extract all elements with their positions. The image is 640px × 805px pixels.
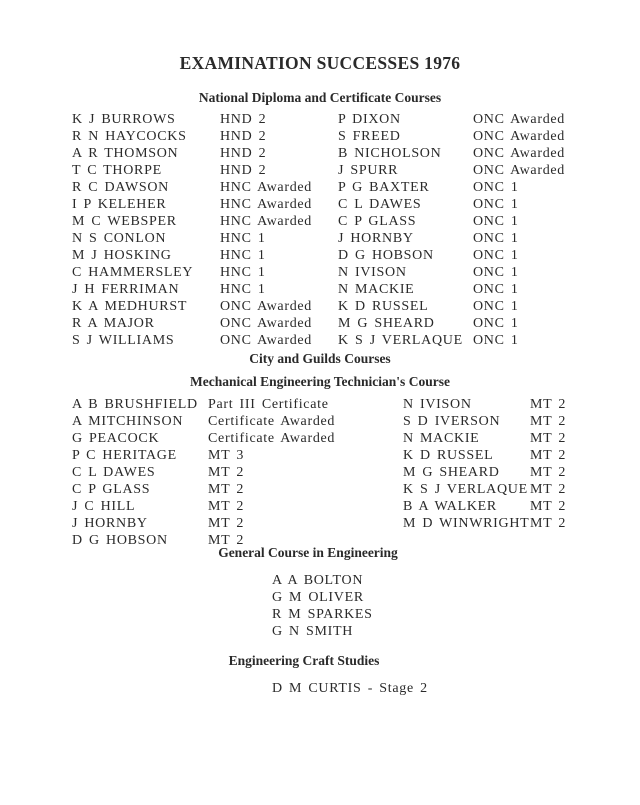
student-name: K J BURROWS: [72, 112, 176, 127]
section-heading-craft: Engineering Craft Studies: [228, 653, 380, 668]
student-name: J C HILL: [72, 499, 136, 514]
student-name: K D RUSSEL: [338, 299, 429, 314]
award: ONC Awarded: [473, 112, 566, 127]
award: ONC 1: [473, 231, 519, 246]
award: MT 2: [530, 414, 567, 429]
award: HNC Awarded: [220, 180, 313, 195]
award: HNC Awarded: [220, 214, 313, 229]
student-name: D G HOBSON: [338, 248, 434, 263]
award: ONC Awarded: [220, 316, 313, 331]
award: HNC 1: [220, 248, 266, 263]
student-name: N IVISON: [338, 265, 407, 280]
student-name: K D RUSSEL: [403, 448, 494, 463]
student-name: J H FERRIMAN: [72, 282, 180, 297]
student-name: C HAMMERSLEY: [72, 265, 194, 280]
award: HNC 1: [220, 265, 266, 280]
student-name: C P GLASS: [338, 214, 417, 229]
award: ONC 1: [473, 282, 519, 297]
student-name: P C HERITAGE: [72, 448, 177, 463]
award: ONC Awarded: [220, 299, 313, 314]
student-name: M G SHEARD: [403, 465, 500, 480]
student-name: K S J VERLAQUE: [403, 482, 528, 497]
award: MT 2: [208, 533, 245, 548]
student-name: N S CONLON: [72, 231, 167, 246]
award: ONC 1: [473, 299, 519, 314]
award: ONC 1: [473, 214, 519, 229]
award: HND 2: [220, 112, 267, 127]
student-name: N IVISON: [403, 397, 472, 412]
award: ONC 1: [473, 248, 519, 263]
award: HNC 1: [220, 282, 266, 297]
award: MT 2: [208, 465, 245, 480]
student-name: A B BRUSHFIELD: [72, 397, 198, 412]
award: Certificate Awarded: [208, 431, 336, 446]
student-name: A MITCHINSON: [72, 414, 184, 429]
student-name: K A MEDHURST: [72, 299, 188, 314]
student-name: B A WALKER: [403, 499, 497, 514]
award: MT 3: [208, 448, 245, 463]
craft-entry: D M CURTIS - Stage 2: [272, 681, 428, 696]
student-name: P DIXON: [338, 112, 401, 127]
award: ONC 1: [473, 180, 519, 195]
student-name: R C DAWSON: [72, 180, 169, 195]
award: ONC Awarded: [220, 333, 313, 348]
student-name: J SPURR: [338, 163, 399, 178]
award: HND 2: [220, 146, 267, 161]
student-name: A R THOMSON: [72, 146, 179, 161]
award: HND 2: [220, 163, 267, 178]
award: HNC 1: [220, 231, 266, 246]
award: HNC Awarded: [220, 197, 313, 212]
award: Part III Certificate: [208, 397, 329, 412]
award: ONC Awarded: [473, 129, 566, 144]
student-name: I P KELEHER: [72, 197, 167, 212]
award: ONC Awarded: [473, 146, 566, 161]
award: ONC 1: [473, 333, 519, 348]
student-name: R M SPARKES: [272, 607, 373, 622]
award: MT 2: [208, 499, 245, 514]
student-name: B NICHOLSON: [338, 146, 442, 161]
student-name: C L DAWES: [72, 465, 156, 480]
award: ONC 1: [473, 316, 519, 331]
student-name: M J HOSKING: [72, 248, 172, 263]
award: HND 2: [220, 129, 267, 144]
award: ONC Awarded: [473, 163, 566, 178]
award: MT 2: [530, 499, 567, 514]
student-name: M C WEBSPER: [72, 214, 177, 229]
student-name: J HORNBY: [72, 516, 148, 531]
student-name: N MACKIE: [338, 282, 415, 297]
student-name: T C THORPE: [72, 163, 162, 178]
award: MT 2: [208, 516, 245, 531]
award: MT 2: [530, 465, 567, 480]
award: MT 2: [530, 482, 567, 497]
section-heading-national: National Diploma and Certificate Courses: [198, 90, 442, 105]
student-name: G PEACOCK: [72, 431, 160, 446]
award: ONC 1: [473, 265, 519, 280]
award: MT 2: [530, 448, 567, 463]
student-name: M D WINWRIGHT: [403, 516, 530, 531]
section-heading-mech: Mechanical Engineering Technician's Course: [190, 374, 450, 389]
student-name: R A MAJOR: [72, 316, 155, 331]
student-name: K S J VERLAQUE: [338, 333, 463, 348]
page-title: EXAMINATION SUCCESSES 1976: [179, 53, 461, 73]
award: Certificate Awarded: [208, 414, 336, 429]
award: MT 2: [530, 397, 567, 412]
student-name: N MACKIE: [403, 431, 480, 446]
student-name: G N SMITH: [272, 624, 354, 639]
student-name: S D IVERSON: [403, 414, 501, 429]
student-name: A A BOLTON: [272, 573, 364, 588]
student-name: C P GLASS: [72, 482, 151, 497]
section-heading-general: General Course in Engineering: [218, 545, 398, 560]
award: MT 2: [530, 516, 567, 531]
student-name: S FREED: [338, 129, 401, 144]
student-name: J HORNBY: [338, 231, 414, 246]
student-name: D G HOBSON: [72, 533, 168, 548]
award: MT 2: [208, 482, 245, 497]
student-name: P G BAXTER: [338, 180, 430, 195]
award: MT 2: [530, 431, 567, 446]
student-name: S J WILLIAMS: [72, 333, 175, 348]
section-heading-city-guilds: City and Guilds Courses: [249, 351, 391, 366]
student-name: C L DAWES: [338, 197, 422, 212]
student-name: R N HAYCOCKS: [72, 129, 187, 144]
student-name: M G SHEARD: [338, 316, 435, 331]
award: ONC 1: [473, 197, 519, 212]
student-name: G M OLIVER: [272, 590, 364, 605]
